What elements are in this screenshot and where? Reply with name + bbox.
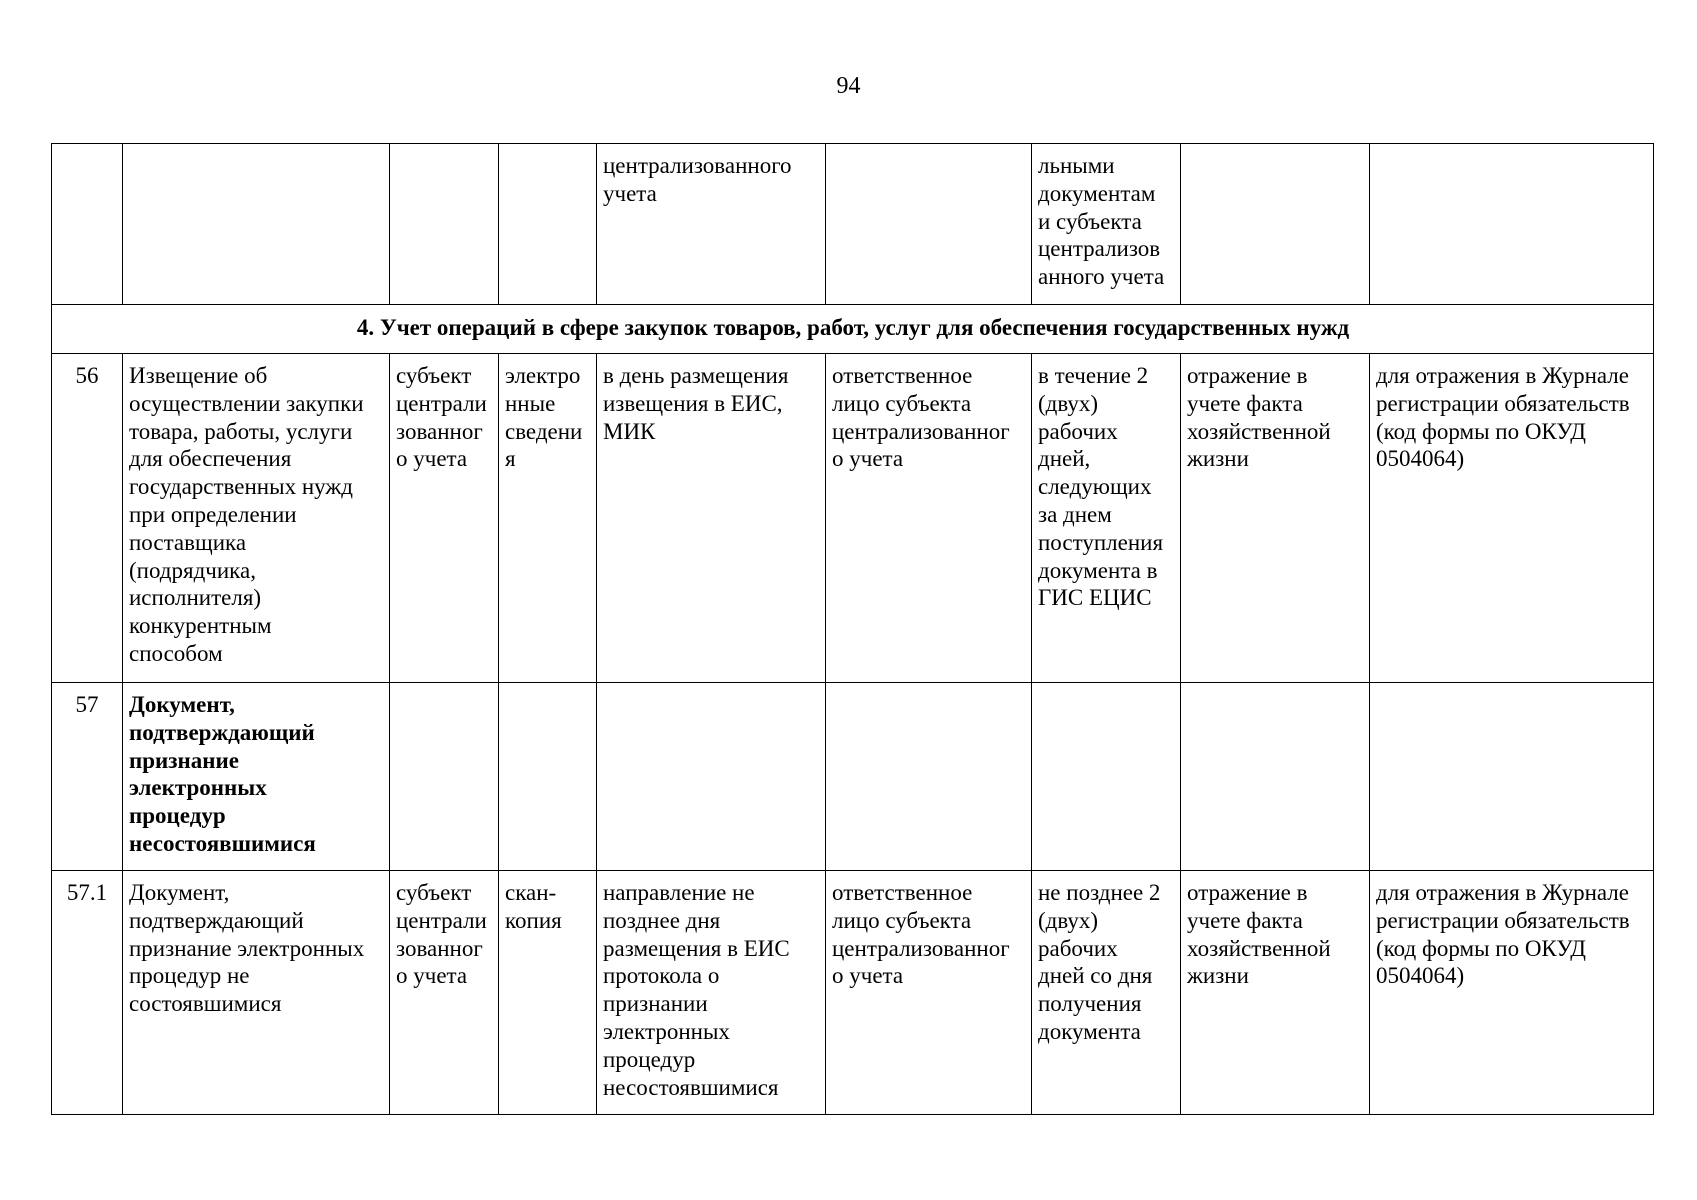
cell-deadline-process bbox=[1032, 683, 1181, 871]
cell-responsible: ответственное лицо субъекта централизованног о учета bbox=[826, 871, 1032, 1115]
cell-register: для отражения в Журнале регистрации обязательств (код формы по ОКУД 0504064) bbox=[1370, 871, 1654, 1115]
cell-creator bbox=[390, 683, 499, 871]
continuation-row bbox=[52, 144, 1654, 305]
cell-purpose bbox=[1181, 144, 1370, 305]
cell-deadline-submit: в день размещения извещения в ЕИС, МИК bbox=[597, 354, 826, 683]
section-header-row bbox=[52, 305, 1654, 354]
page-number: 94 bbox=[836, 73, 861, 99]
cell-deadline-submit: централизованного учета bbox=[597, 144, 826, 305]
cell-document: Извещение об осуществлении закупки товара, работы, услуги для обеспечения государственных нужд при определении поставщика (подрядчика, исполнителя) конкурентным способом bbox=[123, 354, 390, 683]
cell-register bbox=[1370, 683, 1654, 871]
cell-creator bbox=[390, 144, 499, 305]
cell-register: для отражения в Журнале регистрации обязательств (код формы по ОКУД 0504064) bbox=[1370, 354, 1654, 683]
cell-purpose: отражение в учете факта хозяйственной жизни bbox=[1181, 354, 1370, 683]
cell-deadline-process: не позднее 2 (двух) рабочих дней со дня получения документа bbox=[1032, 871, 1181, 1115]
cell-document: Документ, подтверждающий признание электронных процедур не состоявшимися bbox=[123, 871, 390, 1115]
cell-format: скан- копия bbox=[499, 871, 597, 1115]
row-number: 57.1 bbox=[52, 871, 123, 1115]
cell-format: электро нные сведени я bbox=[499, 354, 597, 683]
cell-register bbox=[1370, 144, 1654, 305]
document-table bbox=[51, 143, 1654, 1115]
cell-deadline-submit bbox=[597, 683, 826, 871]
cell-creator: субъект централи зованног о учета bbox=[390, 871, 499, 1115]
cell-responsible: ответственное лицо субъекта централизованног о учета bbox=[826, 354, 1032, 683]
cell-responsible bbox=[826, 683, 1032, 871]
cell-deadline-process: льными документам и субъекта централизов анного учета bbox=[1032, 144, 1181, 305]
cell-responsible bbox=[826, 144, 1032, 305]
cell-purpose bbox=[1181, 683, 1370, 871]
table-row bbox=[52, 354, 1654, 683]
cell-format bbox=[499, 683, 597, 871]
cell-purpose: отражение в учете факта хозяйственной жизни bbox=[1181, 871, 1370, 1115]
row-number: 56 bbox=[52, 354, 123, 683]
table-row bbox=[52, 683, 1654, 871]
cell-num bbox=[52, 144, 123, 305]
cell-deadline-submit: направление не позднее дня размещения в ЕИС протокола о признании электронных процедур несостоявшимися bbox=[597, 871, 826, 1115]
cell-deadline-process: в течение 2 (двух) рабочих дней, следующих за днем поступления документа в ГИС ЕЦИС bbox=[1032, 354, 1181, 683]
cell-document: Документ, подтверждающий признание электронных процедур несостоявшимися bbox=[123, 683, 390, 871]
table-row bbox=[52, 871, 1654, 1115]
row-number: 57 bbox=[52, 683, 123, 871]
cell-format bbox=[499, 144, 597, 305]
cell-document bbox=[123, 144, 390, 305]
cell-creator: субъект централи зованног о учета bbox=[390, 354, 499, 683]
section-header: 4. Учет операций в сфере закупок товаров, работ, услуг для обеспечения государственных нужд bbox=[52, 305, 1654, 354]
